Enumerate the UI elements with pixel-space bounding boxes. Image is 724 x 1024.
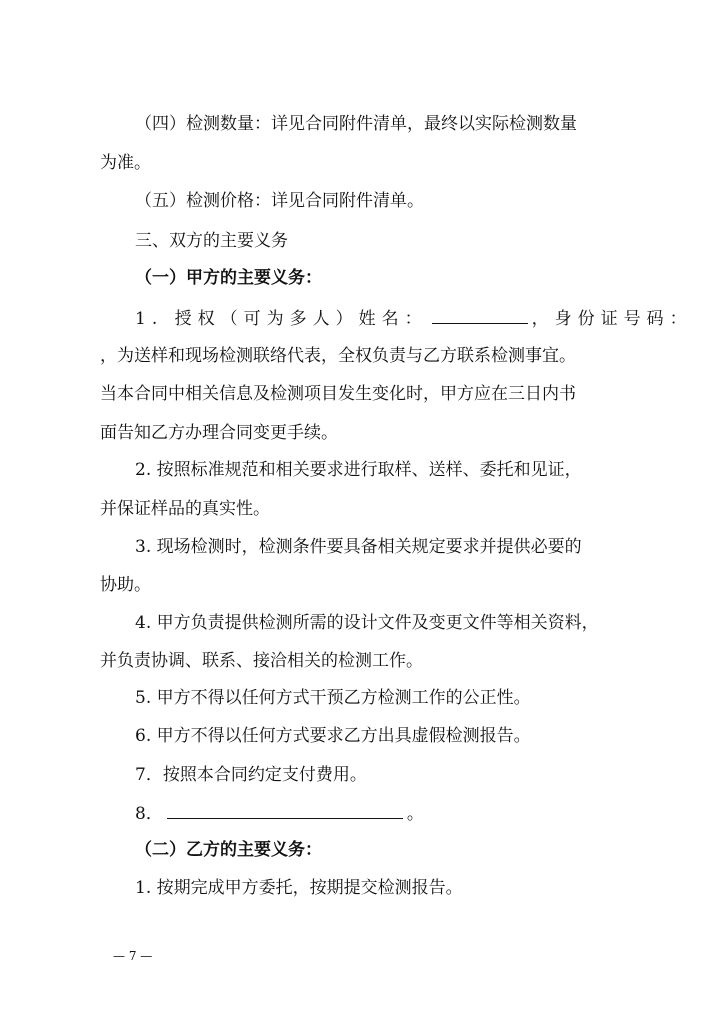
text: 。 — [406, 804, 424, 824]
text: 8． — [135, 804, 163, 824]
text: 2. 按照标准规范和相关要求进行取样、送样、委托和见证， — [135, 460, 582, 480]
section-heading-obligations — [135, 229, 640, 253]
text: 为准。 — [100, 153, 151, 173]
text-line-onsite-cont — [100, 573, 640, 597]
text-line-no-false-report — [135, 724, 640, 748]
text: 面告知乙方办理合同变更手续。 — [100, 423, 338, 443]
text-line-documents — [135, 611, 640, 635]
text-line-payment — [135, 763, 640, 787]
text: ，为送样和现场检测联络代表，全权负责与乙方联系检测事宜。 — [100, 346, 576, 366]
text: 当本合同中相关信息及检测项目发生变化时，甲方应在三日内书 — [100, 384, 576, 404]
text-line-sampling-cont — [100, 497, 640, 521]
text: 7．按照本合同约定支付费用。 — [135, 765, 367, 785]
heading-text: （一）甲方的主要义务： — [135, 268, 322, 288]
text: 协助。 — [100, 575, 151, 595]
text-line-no-interference — [135, 686, 640, 710]
text: 3. 现场检测时，检测条件要具备相关规定要求并提供必要的 — [135, 537, 582, 557]
subsection-heading-party-b — [135, 838, 640, 862]
text: （五）检测价格：详见合同附件清单。 — [135, 191, 424, 211]
text-line-authorization-cont — [100, 344, 640, 368]
text-line-change-notice — [100, 382, 640, 406]
text: （四）检测数量：详见合同附件清单，最终以实际检测数量 — [135, 114, 577, 134]
text-line-price — [135, 189, 640, 213]
text-line-party-b-1 — [135, 876, 640, 900]
text: 5. 甲方不得以任何方式干预乙方检测工作的公正性。 — [135, 688, 531, 708]
text-line-documents-cont — [100, 649, 640, 673]
text-line-quantity-cont — [100, 151, 640, 175]
text-line-quantity — [135, 112, 640, 136]
text: 4. 甲方负责提供检测所需的设计文件及变更文件等相关资料， — [135, 613, 599, 633]
text: 并保证样品的真实性。 — [100, 499, 270, 519]
item-8-blank — [167, 800, 403, 819]
text-line-sampling — [135, 458, 640, 482]
page-number: — 7 — — [113, 949, 153, 963]
heading-text: 三、双方的主要义务 — [135, 231, 288, 251]
text: 1. 授权（可为多人）姓名： — [135, 309, 428, 329]
text-line-change-notice-cont — [100, 421, 640, 445]
subsection-heading-party-a — [135, 266, 640, 290]
text-line-authorization — [135, 305, 693, 331]
text-line-onsite — [135, 535, 640, 559]
text: 6. 甲方不得以任何方式要求乙方出具虚假检测报告。 — [135, 726, 531, 746]
text-line-item-8 — [135, 800, 640, 826]
text: 1. 按期完成甲方委托，按期提交检测报告。 — [135, 878, 463, 898]
heading-text: （二）乙方的主要义务： — [135, 840, 322, 860]
text: ，身份证号码： — [531, 309, 693, 329]
name-blank — [432, 305, 528, 324]
text: 并负责协调、联系、接洽相关的检测工作。 — [100, 651, 423, 671]
